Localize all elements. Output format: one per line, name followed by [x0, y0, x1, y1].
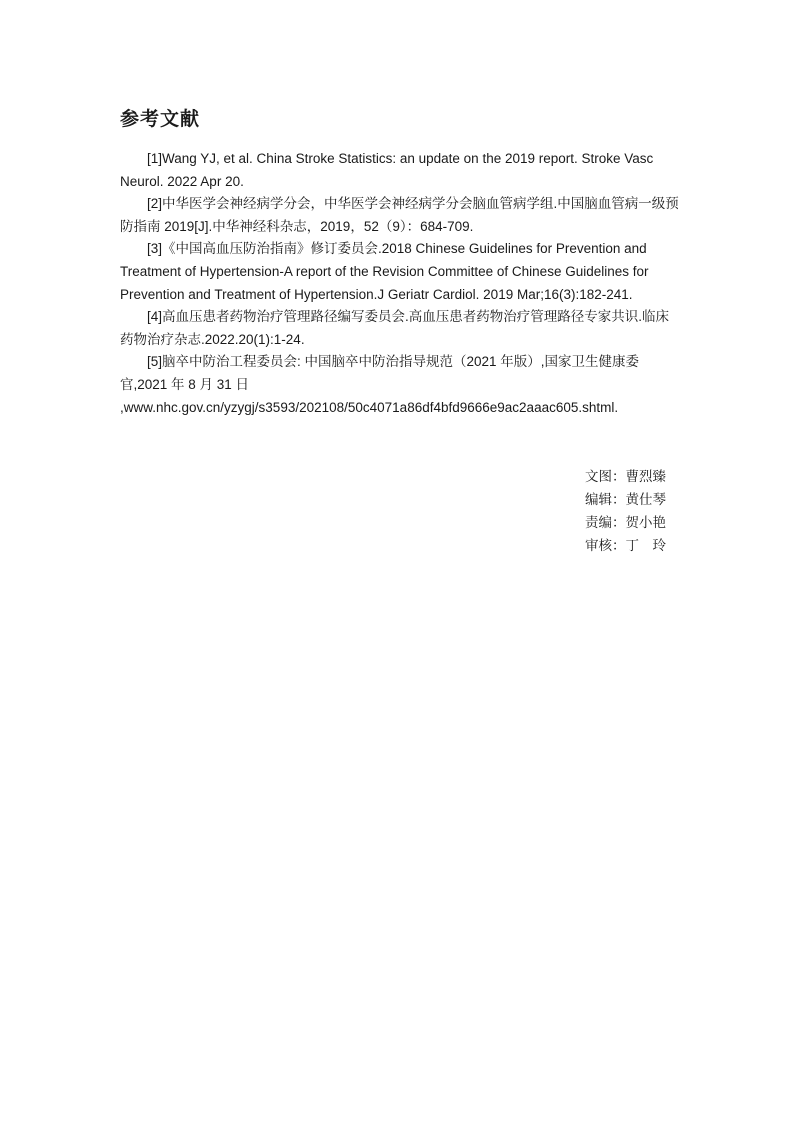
credit-reviewer: 审核：丁 玲: [585, 538, 666, 554]
reference-label: [5]: [147, 354, 163, 370]
reference-list: [120, 148, 680, 419]
reference-label: [3]: [147, 241, 163, 257]
reference-item-2: [120, 193, 680, 238]
reference-label: [1]: [147, 151, 163, 166]
reference-text: Wang YJ, et al. China Stroke Statistics: an update on the 2019 report. Stroke Vasc Neurol. 2022 Apr 20.: [120, 151, 654, 189]
reference-text: 脑卒中防治工程委员会: 中国脑卒中防治指导规范（2021 年版）,国家卫生健康委官,2021 年 8 月 31 日: [120, 354, 640, 392]
reference-label: [2]: [147, 196, 163, 212]
credits-block: [585, 466, 666, 558]
credit-author: 文图：曹烈臻: [585, 469, 666, 485]
references-heading: 参考文献: [120, 108, 201, 130]
reference-text: 《中国高血压防治指南》修订委员会.2018 Chinese Guidelines for Prevention and Treatment of Hypertension-A report of the Revision Committee of Chinese Guidelines for Prevention and Treatment of Hypertension.J Geriatr Cardiol. 2019 Mar;16(3):182-241.: [120, 241, 649, 302]
reference-label: [4]: [147, 309, 163, 325]
reference-url: ,www.nhc.gov.cn/yzygj/s3593/202108/50c4071a86df4bfd9666e9ac2aaac605.shtml.: [120, 399, 619, 415]
credit-editor: 编辑：黄仕琴: [585, 492, 666, 508]
reference-text: 高血压患者药物治疗管理路径编写委员会.高血压患者药物治疗管理路径专家共识.临床药物治疗杂志.2022.20(1):1-24.: [120, 309, 670, 347]
credit-chief-editor: 责编：贺小艳: [585, 515, 666, 531]
reference-item-3: [120, 238, 680, 306]
reference-item-4: [120, 306, 680, 351]
reference-item-5: [120, 351, 680, 396]
reference-text: 中华医学会神经病学分会，中华医学会神经病学分会脑血管病学组.中国脑血管病一级预防指南 2019[J].中华神经科杂志，2019，52（9）：684-709.: [120, 196, 679, 234]
reference-item-1: [120, 148, 680, 193]
